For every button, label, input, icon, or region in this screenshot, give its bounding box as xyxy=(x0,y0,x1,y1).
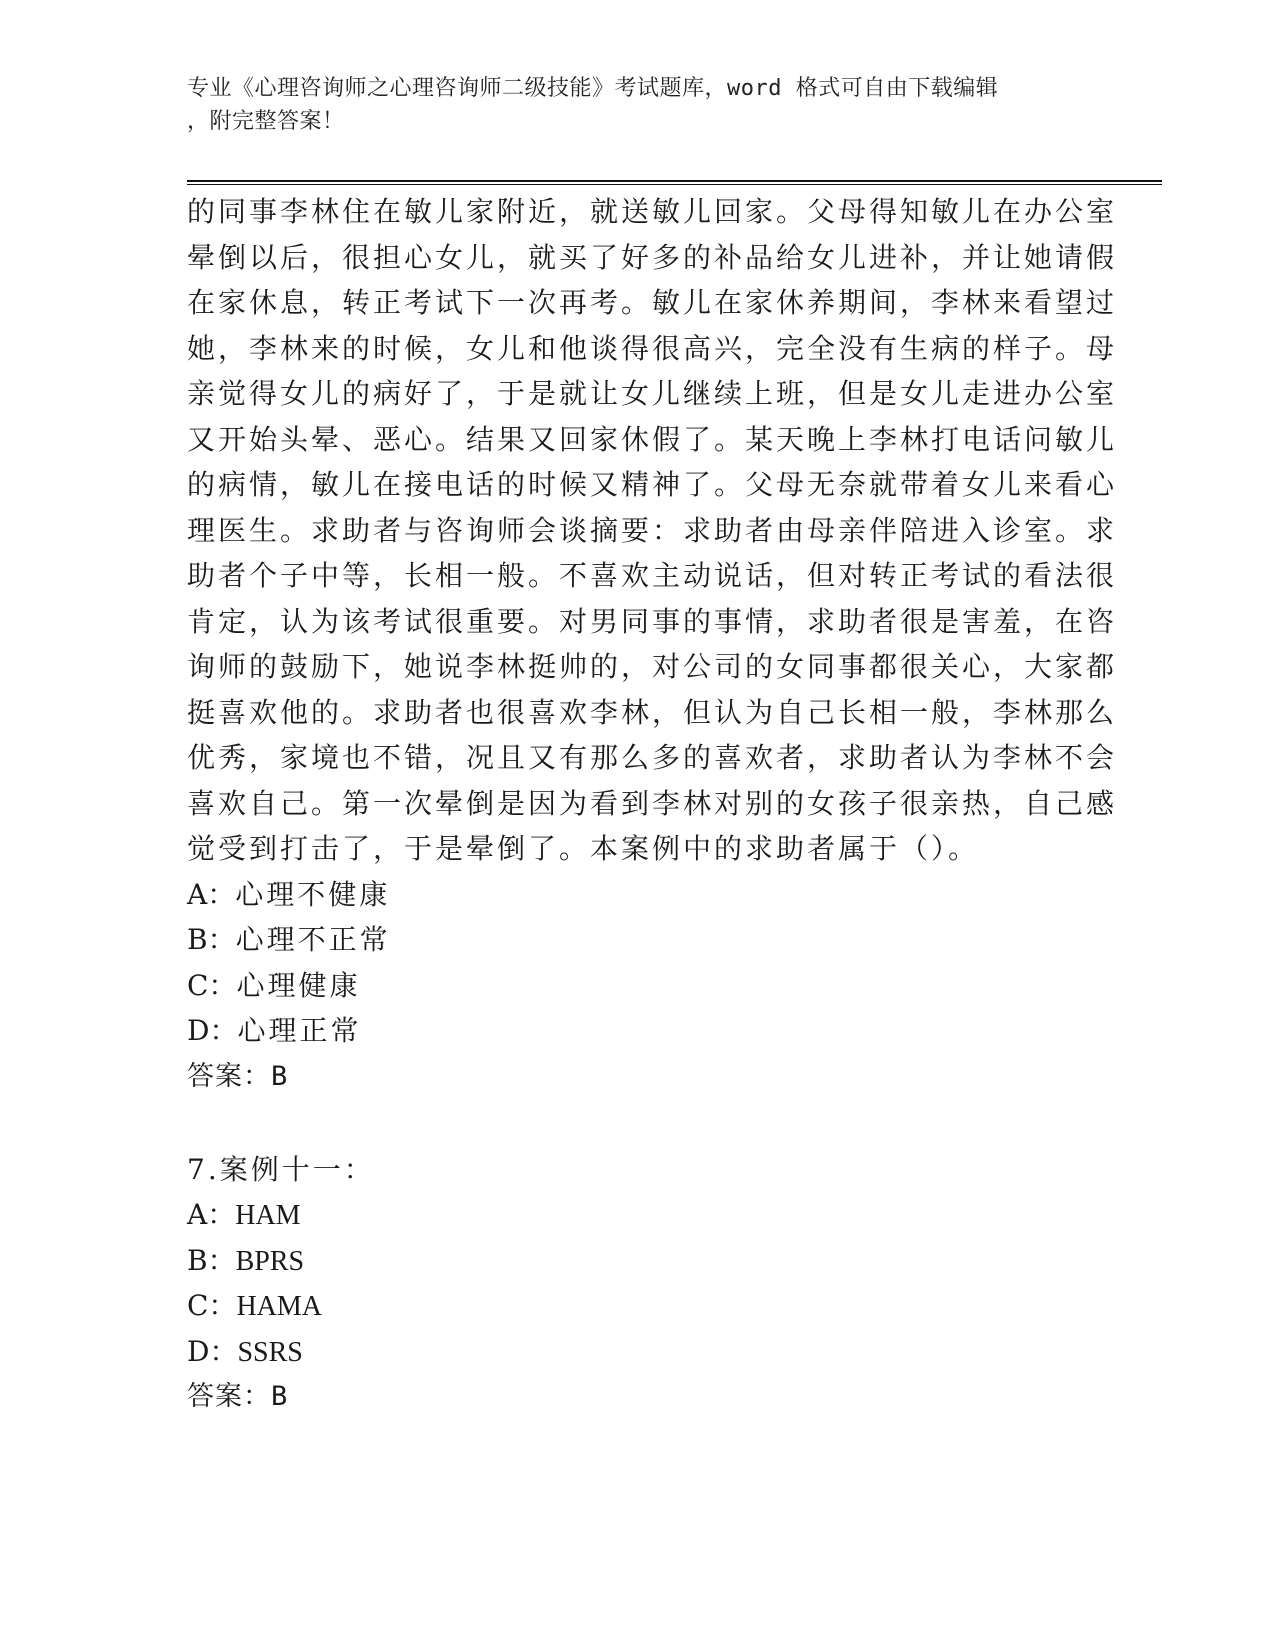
document-body xyxy=(187,189,1118,1419)
stem-line: 在家休息，转正考试下一次再考。敏儿在家休养期间，李林来看望过 xyxy=(187,286,1118,319)
stem-line: 的病情，敏儿在接电话的时候又精神了。父母无奈就带着女儿来看心 xyxy=(187,468,1118,501)
option-c: C：心理健康 xyxy=(187,968,361,1002)
header-line-1: 专业《心理咨询师之心理咨询师二级技能》考试题库，word 格式可自由下载编辑 xyxy=(187,76,999,101)
stem-line: 又开始头晕、恶心。结果又回家休假了。某天晚上李林打电话问敏儿 xyxy=(187,422,1118,456)
header-line-2: ，附完整答案！ xyxy=(187,109,345,134)
question-6-options xyxy=(187,872,1087,1054)
header-divider-thin xyxy=(187,184,1162,185)
document-header xyxy=(187,72,1067,138)
question-6-answer: 答案：B xyxy=(187,1060,289,1092)
option-a: A：HAM xyxy=(187,1198,301,1231)
option-d: D：心理正常 xyxy=(187,1014,362,1047)
stem-line: 觉受到打击了，于是晕倒了。本案例中的求助者属于（）。 xyxy=(187,832,980,865)
option-b: B：BPRS xyxy=(187,1243,305,1277)
stem-line: 挺喜欢他的。求助者也很喜欢李林，但认为自己长相一般，李林那么 xyxy=(187,695,1118,729)
stem-line: 优秀，家境也不错，况且又有那么多的喜欢者，求助者认为李林不会 xyxy=(187,741,1118,774)
stem-line: 晕倒以后，很担心女儿，就买了好多的补品给女儿进补，并让她请假 xyxy=(187,240,1118,274)
stem-line: 她，李林来的时候，女儿和他谈得很高兴，完全没有生病的样子。母 xyxy=(187,331,1118,365)
stem-line: 助者个子中等，长相一般。不喜欢主动说话，但对转正考试的看法很 xyxy=(187,559,1118,592)
question-spacer xyxy=(187,1099,1087,1147)
stem-line: 喜欢自己。第一次晕倒是因为看到李林对别的女孩子很亲热，自己感 xyxy=(187,786,1118,820)
stem-line: 理医生。求助者与咨询师会谈摘要：求助者由母亲伴陪进入诊室。求 xyxy=(187,513,1118,547)
stem-line: 亲觉得女儿的病好了，于是就让女儿继续上班，但是女儿走进办公室 xyxy=(187,377,1118,410)
option-b: B：心理不正常 xyxy=(187,923,391,956)
stem-line: 肯定，认为该考试很重要。对男同事的事情，求助者很是害羞，在咨 xyxy=(187,604,1118,638)
option-c: C：HAMA xyxy=(187,1289,322,1322)
question-6-stem xyxy=(187,189,1118,872)
header-divider-thick xyxy=(187,180,1162,182)
question-7-options xyxy=(187,1192,1087,1374)
question-7-title: 7.案例十一： xyxy=(187,1152,375,1186)
stem-line: 的同事李林住在敏儿家附近，就送敏儿回家。父母得知敏儿在办公室 xyxy=(187,195,1118,228)
option-a: A：心理不健康 xyxy=(187,877,391,911)
stem-line: 询师的鼓励下，她说李林挺帅的，对公司的女同事都很关心，大家都 xyxy=(187,650,1118,683)
option-d: D：SSRS xyxy=(187,1334,303,1368)
question-7-answer: 答案：B xyxy=(187,1381,289,1412)
